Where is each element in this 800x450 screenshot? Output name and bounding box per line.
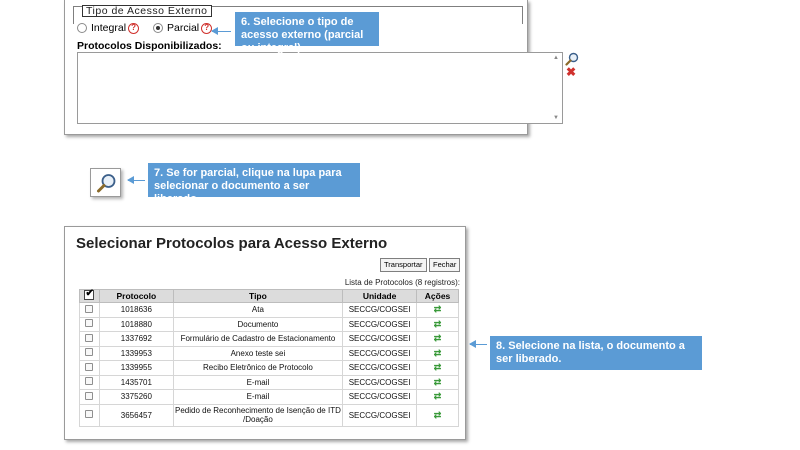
column-header-acoes: Ações: [417, 290, 459, 303]
row-checkbox-cell[interactable]: [80, 390, 100, 405]
cell-protocolo: 3656457: [99, 404, 173, 426]
cell-unidade: SECCG/COGSEI: [343, 404, 417, 426]
row-checkbox[interactable]: [85, 377, 93, 385]
callout-step6: 6. Selecione o tipo de acesso externo (parcial ou integral): [235, 12, 379, 46]
row-checkbox[interactable]: [85, 334, 93, 342]
cell-tipo: Formulário de Cadastro de Estacionamento: [173, 332, 342, 347]
access-type-legend: Tipo de Acesso Externo: [82, 5, 212, 17]
access-type-options: [77, 22, 226, 34]
cell-tipo: Recibo Eletrônico de Protocolo: [173, 361, 342, 376]
option-integral[interactable]: [77, 22, 139, 34]
scroll-up-icon[interactable]: ▲: [553, 55, 559, 61]
row-checkbox-cell[interactable]: [80, 332, 100, 347]
cell-tipo: Anexo teste sei: [173, 346, 342, 361]
textarea-scrollbar[interactable]: [550, 53, 562, 123]
cell-protocolo: 1339953: [99, 346, 173, 361]
row-checkbox-cell[interactable]: [80, 346, 100, 361]
option-parcial-label: Parcial: [167, 22, 200, 34]
cell-tipo: E-mail: [173, 390, 342, 405]
cell-unidade: SECCG/COGSEI: [343, 375, 417, 390]
x-icon[interactable]: ✖: [566, 65, 577, 79]
table-row: [80, 404, 459, 426]
cell-unidade: SECCG/COGSEI: [343, 332, 417, 347]
protocols-textarea[interactable]: [77, 52, 563, 124]
row-checkbox[interactable]: [85, 305, 93, 313]
cell-unidade: SECCG/COGSEI: [343, 303, 417, 318]
callout-step8: 8. Selecione na lista, o documento a ser liberado.: [490, 336, 702, 370]
transfer-arrow-icon[interactable]: ⇄: [433, 318, 442, 329]
cell-acoes: [417, 404, 459, 426]
cell-unidade: SECCG/COGSEI: [343, 317, 417, 332]
arrow-left-icon: [128, 180, 145, 181]
arrow-left-icon: [470, 344, 487, 345]
protocols-table: [79, 289, 459, 427]
row-checkbox[interactable]: [85, 319, 93, 327]
cell-acoes: [417, 317, 459, 332]
cell-unidade: SECCG/COGSEI: [343, 361, 417, 376]
cell-acoes: [417, 390, 459, 405]
radio-integral[interactable]: [77, 23, 87, 33]
row-checkbox-cell[interactable]: [80, 317, 100, 332]
question-circle-icon[interactable]: ?: [201, 23, 212, 34]
magnifier-icon: [91, 169, 122, 198]
option-integral-label: Integral: [91, 22, 127, 34]
row-checkbox-cell[interactable]: [80, 303, 100, 318]
transfer-arrow-icon[interactable]: ⇄: [433, 391, 442, 402]
cell-unidade: SECCG/COGSEI: [343, 390, 417, 405]
row-checkbox[interactable]: [85, 410, 93, 418]
table-row: [80, 390, 459, 405]
cell-tipo: E-mail: [173, 375, 342, 390]
cell-acoes: [417, 375, 459, 390]
callout-step7: 7. Se for parcial, clique na lupa para selecionar o documento a ser liberado.: [148, 163, 360, 197]
cell-unidade: SECCG/COGSEI: [343, 346, 417, 361]
cell-protocolo: 1435701: [99, 375, 173, 390]
arrow-left-icon: [212, 31, 231, 32]
table-row: [80, 346, 459, 361]
transfer-arrow-icon[interactable]: ⇄: [433, 304, 442, 315]
cell-acoes: [417, 332, 459, 347]
select-protocols-panel: [64, 226, 466, 440]
cell-tipo: Documento: [173, 317, 342, 332]
cell-tipo: Pedido de Reconhecimento de Isenção de ITD /Doação: [174, 406, 341, 424]
table-row: [80, 317, 459, 332]
question-circle-icon[interactable]: ?: [128, 23, 139, 34]
row-checkbox[interactable]: [85, 392, 93, 400]
table-row: [80, 303, 459, 318]
transfer-arrow-icon[interactable]: ⇄: [433, 362, 442, 373]
cell-protocolo: 1018880: [99, 317, 173, 332]
magnifier-icon[interactable]: [565, 52, 579, 66]
scroll-down-icon[interactable]: ▼: [553, 115, 559, 121]
cell-protocolo: 1337692: [99, 332, 173, 347]
close-button[interactable]: Fechar: [429, 258, 460, 272]
select-all-checkbox[interactable]: [84, 290, 94, 300]
row-checkbox[interactable]: [85, 363, 93, 371]
cell-protocolo: 3375260: [99, 390, 173, 405]
magnifier-button[interactable]: [90, 168, 121, 197]
cell-protocolo: 1339955: [99, 361, 173, 376]
transport-button[interactable]: Transportar: [380, 258, 427, 272]
column-header-unidade: Unidade: [343, 290, 417, 303]
table-row: [80, 375, 459, 390]
page-title: Selecionar Protocolos para Acesso Externo: [76, 235, 388, 252]
list-caption: Lista de Protocolos (8 registros):: [344, 278, 460, 287]
cell-acoes: [417, 361, 459, 376]
protocols-label: Protocolos Disponibilizados:: [77, 40, 222, 52]
table-row: [80, 332, 459, 347]
cell-tipo: Ata: [173, 303, 342, 318]
cell-protocolo: 1018636: [99, 303, 173, 318]
row-checkbox-cell[interactable]: [80, 361, 100, 376]
transfer-arrow-icon[interactable]: ⇄: [433, 347, 442, 358]
column-header-tipo: Tipo: [173, 290, 342, 303]
cell-acoes: [417, 303, 459, 318]
row-checkbox-cell[interactable]: [80, 404, 100, 426]
row-checkbox-cell[interactable]: [80, 375, 100, 390]
select-all-header[interactable]: [80, 290, 100, 303]
radio-parcial[interactable]: [153, 23, 163, 33]
row-checkbox[interactable]: [85, 348, 93, 356]
table-header-row: [80, 290, 459, 303]
cell-acoes: [417, 346, 459, 361]
transfer-arrow-icon[interactable]: ⇄: [433, 333, 442, 344]
transfer-arrow-icon[interactable]: ⇄: [433, 409, 442, 420]
column-header-protocolo: Protocolo: [99, 290, 173, 303]
option-parcial[interactable]: [153, 22, 212, 34]
transfer-arrow-icon[interactable]: ⇄: [433, 376, 442, 387]
table-row: [80, 361, 459, 376]
